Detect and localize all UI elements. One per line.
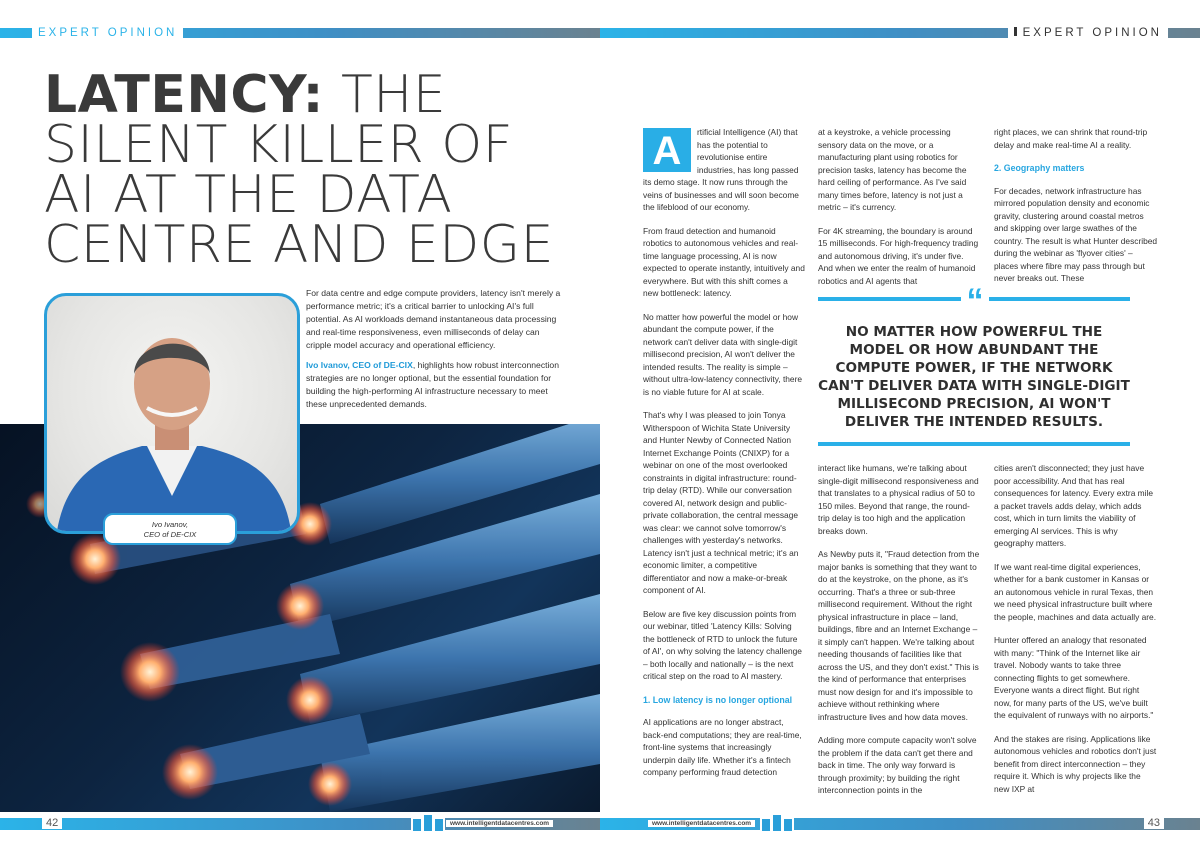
body-column-1 [643, 126, 805, 790]
col1-paragraph-2: From fraud detection and humanoid robotics to autonomous vehicles and real-time language processing, AI is now expected to operate instantly, intuitively and everywhere. But with this shift comes a new bottleneck: latency. [643, 225, 805, 298]
author-portrait [44, 293, 300, 534]
col2-paragraph-3: interact like humans, we're talking about single-digit millisecond responsiveness and that translates to a physical radius of 50 to 150 miles. Beyond that range, the round-trip delay is too high and the application breaks down. [818, 463, 979, 536]
col3-paragraph-3: cities aren't disconnected; they just have poor accessibility. And that has real consequences for latency. Every extra mile a packet travels adds delay, which adds cost, which in turn limits the viability of emerging AI services. This is why geography matters. [994, 463, 1154, 548]
body-column-2-bottom [818, 462, 980, 808]
col1-paragraph-3: No matter how powerful the model or how abundant the compute power, if the network can't deliver data with single-digit millisecond precision, AI won't deliver the intended results. The reality is simple – without ultra-low-latency connectivity, there is no viable future for AI at scale. [643, 311, 803, 397]
standfirst-paragraph-1: For data centre and edge compute providers, latency isn't merely a performance metric; it's a critical barrier to unlocking AI's full potential. As AI workloads demand instantaneous data processing and real-time responsiveness, even milliseconds of delay can cripple model accuracy and operational efficiency. [306, 288, 561, 350]
quote-rule-bottom [818, 442, 1130, 446]
portrait-caption [103, 513, 237, 545]
standfirst-paragraph-2 [306, 359, 564, 411]
col1-paragraph-1 [643, 126, 805, 214]
pull-quote: NO MATTER HOW POWERFUL THE MODEL OR HOW ABUNDANT THE COMPUTE POWER, IF THE NETWORK CAN'T DELIVER DATA WITH SINGLE-DIGIT MILLISECOND PRECISION, AI WON'T DELIVER THE INTENDED RESULTS. [818, 324, 1130, 430]
quote-mark-icon: “ [961, 283, 989, 309]
article-title [44, 65, 564, 275]
standfirst-paragraph-2-rest: , highlights how robust interconnection strategies are no longer optional, but the essential foundation for building the high-performing AI infrastructure necessary to meet these unprecedented demands. [306, 360, 559, 409]
body-column-3-bottom [994, 462, 1158, 806]
col1-paragraph-4: That's why I was pleased to join Tonya Witherspoon of Wichita State University and Hunter Newby of Connected Nation Internet Exchange Points (CNIXP) for a webinar on one of the most overlooked constraints in digital infrastructure: round-trip delay (RTD). While our conversation covered AI, network design and public-private collaboration, the central message was clear: we cannot solve tomorrow's challenges with yesterday's networks. Latency isn't just a technical metric; it's an economic limiter, a competitive differentiator and now a make-or-break component of AI. [643, 410, 799, 595]
section-tag-left: EXPERT OPINION [32, 26, 183, 40]
col1-paragraph-6: AI applications are no longer abstract, back-end computations; they are real-time, front-line systems that increasingly underpin daily life. Whether it's a fintech company performing fraud detection [643, 717, 802, 777]
footer-url-right[interactable]: www.intelligentdatacentres.com [648, 820, 755, 827]
section-heading-2: 2. Geography matters [994, 163, 1085, 173]
caption-role: CEO of DE-CIX [143, 530, 197, 539]
col2-paragraph-2: For 4K streaming, the boundary is around 15 milliseconds. For high-frequency trading and autonomous driving, it's under five. And when we enter the realm of humanoid robotics and AI agents that [818, 225, 979, 286]
title-line1: THE [323, 65, 447, 125]
col3-paragraph-2: For decades, network infrastructure has mirrored population density and economic gravity, clustering around coastal metros and skipping over large swathes of the country. The result is what Hunter described during the webinar as 'flyover cities' – places where fibre may pass through but never breaks out. These [994, 185, 1158, 283]
col2-paragraph-4: As Newby puts it, "Fraud detection from the major banks is something that they want to do at the keystroke, on the phone, as it's occurring. That's a three or sub-three millisecond requirement. Without the right physical infrastructure in place – land, buildings, fibre and an Internet Exchange – it simply can't happen. We're talking about needing thousands of facilities like that across the US, and they don't exist." This is the kind of performance that enterprises must now design for and it's impossible to achieve without rethinking where infrastructure lives and how data moves. [818, 549, 980, 722]
body-column-2-top [818, 126, 980, 298]
section-heading-1: 1. Low latency is no longer optional [643, 694, 793, 705]
body-column-3-top [994, 126, 1158, 296]
page-number-right: 43 [1144, 817, 1164, 829]
title-bold: LATENCY: [44, 65, 324, 125]
col3-paragraph-6: And the stakes are rising. Applications like autonomous vehicles and robotics don't just benefit from direct interconnection – they require it. Which is why projects like the new IXP at [994, 733, 1157, 794]
drop-cap: A [643, 128, 691, 172]
col2-paragraph-1: at a keystroke, a vehicle processing sensory data on the move, or a manufacturing plant using robotics for precision tasks, latency has become the hard ceiling of performance. As I've said many times before, latency is not just a metric – it's currency. [818, 127, 967, 212]
col3-paragraph-4: If we want real-time digital experiences, whether for a bank customer in Kansas or an autonomous vehicle in rural Texas, then we need physical infrastructure built where the people, machines and data actually are. [994, 561, 1157, 622]
author-highlight: Ivo Ivanov, CEO of DE-CIX [306, 360, 413, 370]
section-tag-right: EXPERT OPINION [1008, 26, 1168, 40]
title-line3: AI AT THE DATA [44, 165, 453, 225]
caption-name: Ivo Ivanov, [151, 520, 189, 529]
article-standfirst [306, 287, 564, 418]
footer-url-left[interactable]: www.intelligentdatacentres.com [446, 820, 553, 827]
title-line2: SILENT KILLER OF [44, 115, 514, 175]
publication-logo-icon-right [760, 813, 794, 833]
publication-logo-icon [411, 813, 445, 833]
col3-paragraph-5: Hunter offered an analogy that resonated with many: "Think of the Internet like air travel. Nobody wants to take three connecting flights to get somewhere. Everyone wants a direct flight. But right now, for many parts of the US, we've built the equivalent of runways with no airports." [994, 635, 1154, 720]
title-line4: CENTRE AND EDGE [44, 215, 554, 275]
col1-paragraph-5: Below are five key discussion points from our webinar, titled 'Latency Kills: Solving the bottleneck of RTD to unlock the future of AI', on why solving the latency challenge – both locally and nationally – is the next critical step on the road to AI mastery. [643, 608, 802, 681]
portrait-illustration [47, 296, 297, 531]
page-number-left: 42 [42, 817, 62, 829]
col2-paragraph-5: Adding more compute capacity won't solve the problem if the data can't get there and back in time. The only way forward is through proximity; by building the right interconnection points in the [818, 735, 977, 795]
col3-paragraph-1: right places, we can shrink that round-trip delay and make real-time AI a reality. [994, 127, 1148, 150]
col1-paragraph-1-text: rtificial Intelligence (AI) that has the potential to revolutionise entire industries, has long passed its demo stage. It now runs through the veins of businesses and will soon become the lifeblood of our economy. [643, 127, 799, 212]
